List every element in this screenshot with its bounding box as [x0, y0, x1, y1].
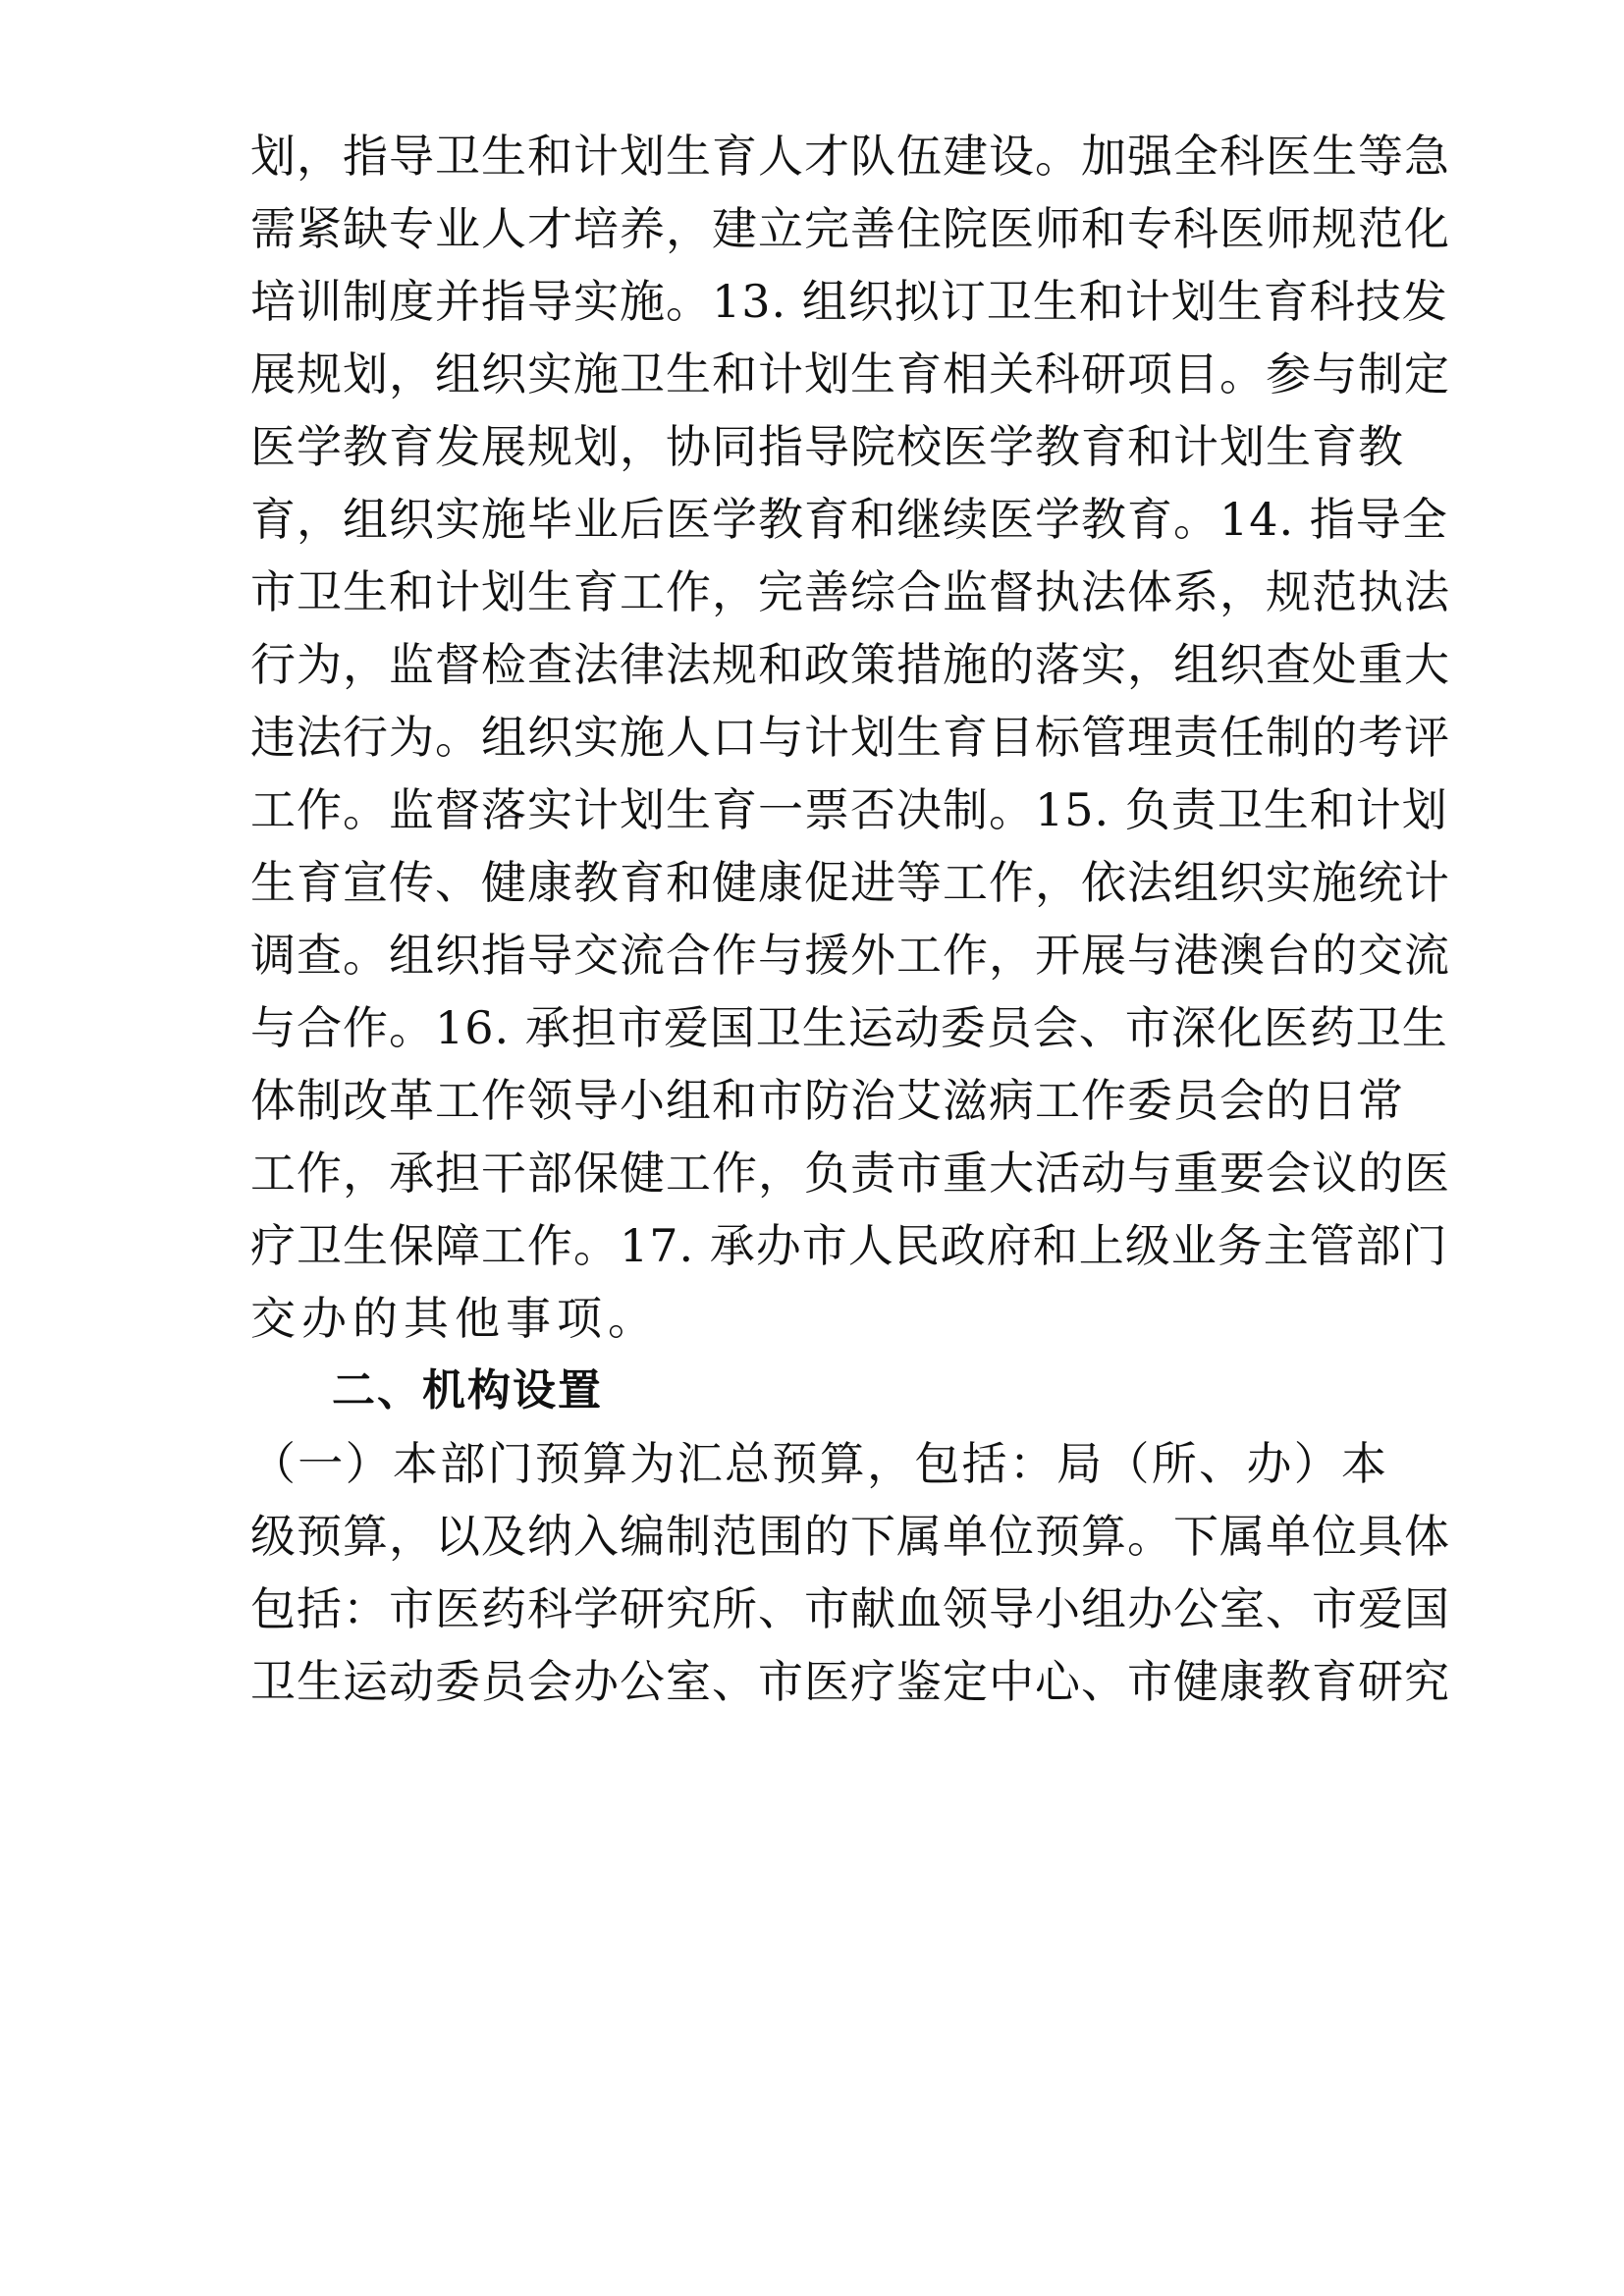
body-text-line: 疗卫生保障工作。17. 承办市人民政府和上级业务主管部门	[250, 1219, 1448, 1272]
section-text-line: 卫生运动委员会办公室、市医疗鉴定中心、市健康教育研究	[250, 1655, 1450, 1708]
section-text-line: （一）本部门预算为汇总预算，包括：局（所、办）本	[250, 1437, 1387, 1490]
body-text-line: 工作。监督落实计划生育一票否决制。15. 负责卫生和计划	[250, 783, 1448, 836]
body-text-line: 需紧缺专业人才培养，建立完善住院医师和专科医师规范化	[250, 202, 1450, 255]
body-text-line: 调查。组织指导交流合作与援外工作，开展与港澳台的交流	[250, 929, 1450, 982]
section-text-line: 级预算，以及纳入编制范围的下属单位预算。下属单位具体	[250, 1510, 1450, 1563]
body-text-line: 展规划，组织实施卫生和计划生育相关科研项目。参与制定	[250, 347, 1450, 400]
body-text-line: 体制改革工作领导小组和市防治艾滋病工作委员会的日常	[250, 1074, 1404, 1127]
body-text-line: 工作，承担干部保健工作，负责市重大活动与重要会议的医	[250, 1147, 1450, 1200]
body-text-line: 划，指导卫生和计划生育人才队伍建设。加强全科医生等急	[250, 130, 1450, 183]
body-text-line: 培训制度并指导实施。13. 组织拟订卫生和计划生育科技发	[250, 275, 1448, 328]
body-text-line: 育，组织实施毕业后医学教育和继续医学教育。14. 指导全	[250, 493, 1448, 546]
body-text-line: 与合作。16. 承担市爱国卫生运动委员会、市深化医药卫生	[250, 1001, 1448, 1054]
body-text-line: 市卫生和计划生育工作，完善综合监督执法体系，规范执法	[250, 565, 1450, 618]
body-text-line: 交办的其他事项。	[250, 1292, 659, 1345]
body-text-line: 违法行为。组织实施人口与计划生育目标管理责任制的考评	[250, 711, 1450, 764]
body-text-line: 医学教育发展规划，协同指导院校医学教育和计划生育教	[250, 420, 1404, 473]
section-text-line: 包括：市医药科学研究所、市献血领导小组办公室、市爱国	[250, 1582, 1450, 1635]
body-text-line: 生育宣传、健康教育和健康促进等工作，依法组织实施统计	[250, 856, 1450, 909]
section-heading: 二、机构设置	[332, 1365, 603, 1415]
body-text-line: 行为，监督检查法律法规和政策措施的落实，组织查处重大	[250, 638, 1450, 691]
